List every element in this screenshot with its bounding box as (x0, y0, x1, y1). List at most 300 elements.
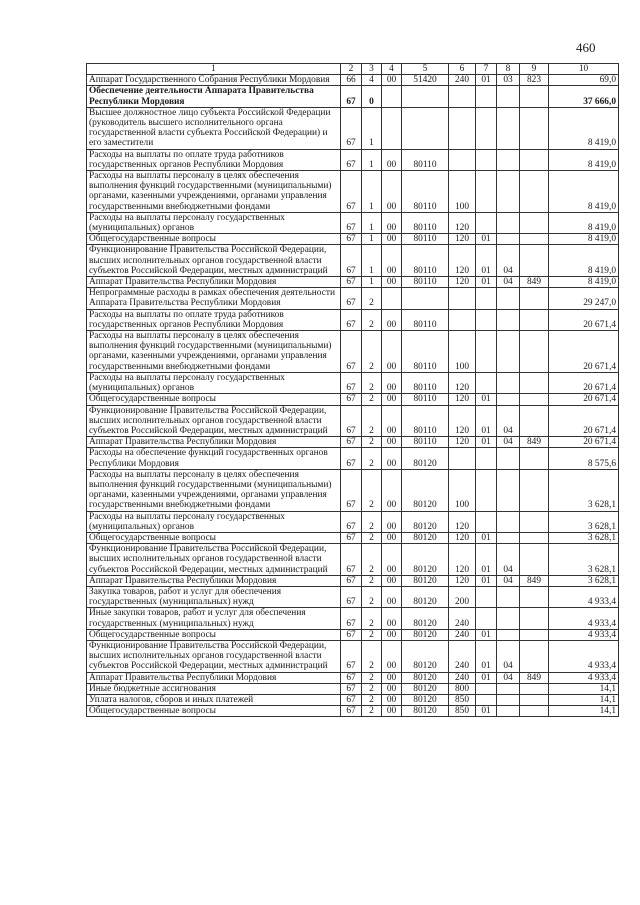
code-col-9 (520, 331, 549, 373)
code-col-5: 80110 (402, 437, 449, 448)
code-col-6: 240 (449, 640, 476, 672)
code-col-7: 01 (476, 437, 497, 448)
code-col-7 (476, 608, 497, 629)
code-col-2: 67 (341, 234, 362, 245)
code-col-4: 00 (382, 694, 402, 705)
row-name: Уплата налогов, сборов и иных платежей (87, 694, 341, 705)
code-col-7: 01 (476, 532, 497, 543)
code-col-2: 67 (341, 575, 362, 586)
code-col-9 (520, 448, 549, 469)
table-row (87, 86, 619, 107)
table-row (87, 586, 619, 607)
code-col-8 (497, 107, 520, 149)
code-col-3: 2 (362, 544, 382, 576)
code-col-9 (520, 544, 549, 576)
code-col-9 (520, 394, 549, 405)
code-col-8 (497, 331, 520, 373)
row-name: Расходы на выплаты персоналу государственных (муниципальных) органов (87, 511, 341, 532)
code-col-3: 2 (362, 532, 382, 543)
code-col-9 (520, 372, 549, 393)
row-name: Расходы на выплаты персоналу в целях обеспечения выполнения функций государственными (муниципальными) органами, казенными учреждениями, органами управления государственными внебюджетными фондами (87, 469, 341, 511)
code-col-8 (497, 394, 520, 405)
code-col-6 (449, 107, 476, 149)
row-name: Аппарат Правительства Республики Мордовия (87, 575, 341, 586)
table-row (87, 608, 619, 629)
code-col-5: 80110 (402, 212, 449, 233)
code-col-2: 67 (341, 245, 362, 277)
code-col-8 (497, 234, 520, 245)
row-name: Функционирование Правительства Российской Федерации, высших исполнительных органов государственной власти субъектов Российской Федерации, местных администраций (87, 405, 341, 437)
code-col-9 (520, 629, 549, 640)
table-row (87, 234, 619, 245)
header-cell: 9 (520, 64, 549, 75)
code-col-4: 00 (382, 532, 402, 543)
table-row (87, 75, 619, 86)
code-col-9 (520, 706, 549, 717)
table-row (87, 640, 619, 672)
code-col-8: 04 (497, 437, 520, 448)
code-col-6: 120 (449, 437, 476, 448)
code-col-4: 00 (382, 212, 402, 233)
table-row (87, 683, 619, 694)
code-col-8 (497, 706, 520, 717)
header-cell: 6 (449, 64, 476, 75)
code-col-6: 240 (449, 629, 476, 640)
code-col-7 (476, 309, 497, 330)
code-col-4: 00 (382, 437, 402, 448)
code-col-5 (402, 107, 449, 149)
row-amount: 69,0 (549, 75, 619, 86)
row-amount: 8 419,0 (549, 149, 619, 170)
code-col-6 (449, 149, 476, 170)
code-col-4: 00 (382, 640, 402, 672)
row-name: Функционирование Правительства Российской Федерации, высших исполнительных органов государственной власти субъектов Российской Федерации, местных администраций (87, 544, 341, 576)
code-col-2: 67 (341, 149, 362, 170)
code-col-6: 120 (449, 405, 476, 437)
row-name: Высшее должностное лицо субъекта Российской Федерации (руководитель высшего исполнительного органа государственной власти субъекта Российской Федерации) и его заместители (87, 107, 341, 149)
code-col-3: 2 (362, 448, 382, 469)
code-col-6: 200 (449, 586, 476, 607)
code-col-3: 2 (362, 511, 382, 532)
table-row (87, 532, 619, 543)
code-col-2: 67 (341, 107, 362, 149)
code-col-9: 823 (520, 75, 549, 86)
code-col-4: 00 (382, 394, 402, 405)
row-name: Функционирование Правительства Российской Федерации, высших исполнительных органов государственной власти субъектов Российской Федерации, местных администраций (87, 245, 341, 277)
row-amount: 4 933,4 (549, 672, 619, 683)
code-col-4: 00 (382, 448, 402, 469)
code-col-5: 80120 (402, 511, 449, 532)
code-col-3: 2 (362, 309, 382, 330)
code-col-5: 80110 (402, 309, 449, 330)
code-col-4: 00 (382, 277, 402, 288)
row-name: Общегосударственные вопросы (87, 234, 341, 245)
code-col-4: 00 (382, 372, 402, 393)
code-col-2: 67 (341, 437, 362, 448)
header-cell: 4 (382, 64, 402, 75)
code-col-9 (520, 469, 549, 511)
code-col-4: 00 (382, 683, 402, 694)
code-col-5 (402, 86, 449, 107)
code-col-5: 80120 (402, 469, 449, 511)
table-row (87, 405, 619, 437)
row-amount: 20 671,4 (549, 394, 619, 405)
code-col-6: 100 (449, 331, 476, 373)
row-name: Расходы на выплаты по оплате труда работников государственных органов Республики Мордовия (87, 309, 341, 330)
code-col-3: 2 (362, 608, 382, 629)
code-col-7 (476, 448, 497, 469)
code-col-6: 120 (449, 394, 476, 405)
code-col-2: 66 (341, 75, 362, 86)
row-amount: 8 419,0 (549, 107, 619, 149)
row-name: Расходы на выплаты персоналу в целях обеспечения выполнения функций государственными (муниципальными) органами, казенными учреждениями, органами управления государственными внебюджетными фондами (87, 171, 341, 213)
code-col-9: 849 (520, 672, 549, 683)
code-col-5: 80120 (402, 608, 449, 629)
header-cell: 8 (497, 64, 520, 75)
row-name: Закупка товаров, работ и услуг для обеспечения государственных (муниципальных) нужд (87, 586, 341, 607)
code-col-5: 80120 (402, 448, 449, 469)
code-col-5: 80110 (402, 372, 449, 393)
code-col-8: 04 (497, 672, 520, 683)
code-col-2: 67 (341, 405, 362, 437)
code-col-7: 01 (476, 544, 497, 576)
code-col-4: 00 (382, 469, 402, 511)
code-col-5: 80120 (402, 640, 449, 672)
code-col-2: 67 (341, 331, 362, 373)
code-col-4: 00 (382, 75, 402, 86)
table-row (87, 694, 619, 705)
code-col-4: 00 (382, 575, 402, 586)
header-cell: 10 (549, 64, 619, 75)
code-col-5: 80120 (402, 586, 449, 607)
code-col-9 (520, 586, 549, 607)
code-col-7: 01 (476, 706, 497, 717)
code-col-4: 00 (382, 608, 402, 629)
code-col-7: 01 (476, 245, 497, 277)
code-col-6: 120 (449, 245, 476, 277)
code-col-9: 849 (520, 437, 549, 448)
row-name: Иные закупки товаров, работ и услуг для обеспечения государственных (муниципальных) нужд (87, 608, 341, 629)
code-col-4: 00 (382, 171, 402, 213)
code-col-6: 120 (449, 575, 476, 586)
code-col-2: 67 (341, 532, 362, 543)
row-amount: 8 419,0 (549, 171, 619, 213)
code-col-2: 67 (341, 511, 362, 532)
table-row (87, 469, 619, 511)
table-row (87, 672, 619, 683)
table-row (87, 309, 619, 330)
code-col-6: 240 (449, 672, 476, 683)
row-amount: 8 575,6 (549, 448, 619, 469)
code-col-8 (497, 149, 520, 170)
code-col-5: 80120 (402, 683, 449, 694)
code-col-2: 67 (341, 608, 362, 629)
code-col-4: 00 (382, 629, 402, 640)
code-col-8: 04 (497, 245, 520, 277)
code-col-7 (476, 469, 497, 511)
row-amount: 8 419,0 (549, 245, 619, 277)
code-col-3: 2 (362, 394, 382, 405)
header-cell: 3 (362, 64, 382, 75)
code-col-2: 67 (341, 288, 362, 309)
code-col-2: 67 (341, 86, 362, 107)
row-name: Аппарат Правительства Республики Мордовия (87, 672, 341, 683)
code-col-6: 100 (449, 171, 476, 213)
code-col-3: 2 (362, 405, 382, 437)
code-col-8 (497, 86, 520, 107)
row-name: Обеспечение деятельности Аппарата Правительства Республики Мордовия (87, 86, 341, 107)
code-col-3: 2 (362, 640, 382, 672)
row-amount: 14,1 (549, 706, 619, 717)
code-col-9 (520, 640, 549, 672)
code-col-8 (497, 448, 520, 469)
code-col-8 (497, 171, 520, 213)
code-col-6: 800 (449, 683, 476, 694)
code-col-6: 120 (449, 212, 476, 233)
code-col-5: 80110 (402, 394, 449, 405)
code-col-8 (497, 469, 520, 511)
row-amount: 4 933,4 (549, 608, 619, 629)
code-col-5: 80120 (402, 706, 449, 717)
code-col-2: 67 (341, 683, 362, 694)
code-col-8 (497, 608, 520, 629)
code-col-7: 01 (476, 75, 497, 86)
row-amount: 3 628,1 (549, 575, 619, 586)
code-col-4: 00 (382, 405, 402, 437)
code-col-5: 51420 (402, 75, 449, 86)
code-col-5: 80110 (402, 171, 449, 213)
code-col-4: 00 (382, 672, 402, 683)
row-amount: 4 933,4 (549, 629, 619, 640)
code-col-6: 850 (449, 706, 476, 717)
code-col-6 (449, 309, 476, 330)
code-col-8 (497, 629, 520, 640)
code-col-2: 67 (341, 372, 362, 393)
code-col-5: 80110 (402, 277, 449, 288)
table-body (87, 75, 619, 717)
row-amount: 8 419,0 (549, 212, 619, 233)
code-col-7: 01 (476, 672, 497, 683)
code-col-6: 850 (449, 694, 476, 705)
code-col-4: 00 (382, 149, 402, 170)
code-col-9: 849 (520, 277, 549, 288)
code-col-7: 01 (476, 234, 497, 245)
row-name: Расходы на выплаты по оплате труда работников государственных органов Республики Мордовия (87, 149, 341, 170)
code-col-3: 1 (362, 234, 382, 245)
code-col-2: 67 (341, 694, 362, 705)
code-col-7: 01 (476, 640, 497, 672)
code-col-4: 00 (382, 586, 402, 607)
code-col-5: 80120 (402, 672, 449, 683)
row-amount: 20 671,4 (549, 437, 619, 448)
code-col-3: 2 (362, 706, 382, 717)
row-amount: 14,1 (549, 683, 619, 694)
code-col-4: 00 (382, 511, 402, 532)
code-col-7: 01 (476, 575, 497, 586)
code-col-3: 2 (362, 586, 382, 607)
code-col-4 (382, 288, 402, 309)
table-row (87, 149, 619, 170)
code-col-8: 04 (497, 544, 520, 576)
code-col-9 (520, 694, 549, 705)
row-name: Общегосударственные вопросы (87, 532, 341, 543)
code-col-4: 00 (382, 706, 402, 717)
table-row (87, 277, 619, 288)
code-col-9 (520, 309, 549, 330)
code-col-9 (520, 171, 549, 213)
code-col-9 (520, 608, 549, 629)
code-col-2: 67 (341, 171, 362, 213)
code-col-8 (497, 511, 520, 532)
code-col-8 (497, 288, 520, 309)
budget-table (86, 63, 619, 717)
row-amount: 8 419,0 (549, 277, 619, 288)
code-col-3: 1 (362, 171, 382, 213)
code-col-2: 67 (341, 309, 362, 330)
row-amount: 29 247,0 (549, 288, 619, 309)
code-col-4: 00 (382, 544, 402, 576)
table-row (87, 511, 619, 532)
table-row (87, 706, 619, 717)
row-name: Общегосударственные вопросы (87, 629, 341, 640)
row-amount: 20 671,4 (549, 372, 619, 393)
code-col-5: 80110 (402, 405, 449, 437)
table-row (87, 394, 619, 405)
table-row (87, 629, 619, 640)
table-row (87, 212, 619, 233)
code-col-8: 04 (497, 640, 520, 672)
code-col-3: 2 (362, 672, 382, 683)
code-col-9 (520, 532, 549, 543)
code-col-3: 2 (362, 372, 382, 393)
code-col-2: 67 (341, 706, 362, 717)
code-col-3: 1 (362, 107, 382, 149)
code-col-7 (476, 86, 497, 107)
code-col-4 (382, 107, 402, 149)
code-col-7 (476, 149, 497, 170)
table-row (87, 372, 619, 393)
row-name: Аппарат Правительства Республики Мордовия (87, 277, 341, 288)
table-row (87, 107, 619, 149)
code-col-8 (497, 586, 520, 607)
table-row (87, 331, 619, 373)
code-col-9 (520, 683, 549, 694)
code-col-5: 80120 (402, 629, 449, 640)
code-col-3: 0 (362, 86, 382, 107)
code-col-2: 67 (341, 586, 362, 607)
code-col-7 (476, 288, 497, 309)
code-col-9 (520, 149, 549, 170)
row-amount: 3 628,1 (549, 511, 619, 532)
code-col-6 (449, 448, 476, 469)
code-col-3: 2 (362, 629, 382, 640)
row-amount: 37 666,0 (549, 86, 619, 107)
code-col-3: 2 (362, 694, 382, 705)
code-col-7 (476, 212, 497, 233)
code-col-5: 80120 (402, 532, 449, 543)
code-col-5 (402, 288, 449, 309)
code-col-3: 2 (362, 437, 382, 448)
code-col-7 (476, 107, 497, 149)
table-row (87, 437, 619, 448)
code-col-7 (476, 586, 497, 607)
row-name: Иные бюджетные ассигнования (87, 683, 341, 694)
row-name: Аппарат Государственного Собрания Республики Мордовия (87, 75, 341, 86)
code-col-6 (449, 86, 476, 107)
code-col-9 (520, 245, 549, 277)
code-col-2: 67 (341, 544, 362, 576)
code-col-2: 67 (341, 469, 362, 511)
code-col-2: 67 (341, 212, 362, 233)
row-name: Аппарат Правительства Республики Мордовия (87, 437, 341, 448)
code-col-2: 67 (341, 640, 362, 672)
row-amount: 8 419,0 (549, 234, 619, 245)
code-col-9 (520, 511, 549, 532)
table-row (87, 448, 619, 469)
row-name: Расходы на выплаты персоналу государственных (муниципальных) органов (87, 212, 341, 233)
code-col-9 (520, 86, 549, 107)
code-col-7 (476, 171, 497, 213)
code-col-5: 80120 (402, 694, 449, 705)
code-col-6: 120 (449, 532, 476, 543)
code-col-3: 2 (362, 575, 382, 586)
code-col-7 (476, 372, 497, 393)
code-col-9 (520, 288, 549, 309)
code-col-7 (476, 511, 497, 532)
code-col-8: 04 (497, 277, 520, 288)
code-col-8 (497, 694, 520, 705)
code-col-8 (497, 532, 520, 543)
table-row (87, 171, 619, 213)
code-col-8 (497, 683, 520, 694)
code-col-6: 240 (449, 608, 476, 629)
row-name: Расходы на выплаты персоналу в целях обеспечения выполнения функций государственными (муниципальными) органами, казенными учреждениями, органами управления государственными внебюджетными фондами (87, 331, 341, 373)
code-col-6: 120 (449, 234, 476, 245)
row-amount: 4 933,4 (549, 640, 619, 672)
code-col-2: 67 (341, 277, 362, 288)
row-name: Расходы на обеспечение функций государственных органов Республики Мордовия (87, 448, 341, 469)
row-amount: 3 628,1 (549, 532, 619, 543)
code-col-7 (476, 694, 497, 705)
code-col-3: 2 (362, 288, 382, 309)
code-col-4: 00 (382, 309, 402, 330)
code-col-4: 00 (382, 331, 402, 373)
row-name: Непрограммные расходы в рамках обеспечения деятельности Аппарата Правительства Республики Мордовия (87, 288, 341, 309)
code-col-3: 1 (362, 277, 382, 288)
code-col-3: 1 (362, 212, 382, 233)
code-col-9 (520, 212, 549, 233)
row-amount: 3 628,1 (549, 469, 619, 511)
row-name: Расходы на выплаты персоналу государственных (муниципальных) органов (87, 372, 341, 393)
code-col-4: 00 (382, 245, 402, 277)
header-cell: 2 (341, 64, 362, 75)
code-col-2: 67 (341, 672, 362, 683)
row-name: Общегосударственные вопросы (87, 706, 341, 717)
code-col-7: 01 (476, 629, 497, 640)
code-col-6 (449, 288, 476, 309)
table-row (87, 245, 619, 277)
table-row (87, 288, 619, 309)
code-col-8 (497, 212, 520, 233)
row-name: Функционирование Правительства Российской Федерации, высших исполнительных органов государственной власти субъектов Российской Федерации, местных администраций (87, 640, 341, 672)
code-col-9 (520, 107, 549, 149)
code-col-7 (476, 683, 497, 694)
code-col-5: 80110 (402, 245, 449, 277)
header-cell: 5 (402, 64, 449, 75)
code-col-3: 2 (362, 469, 382, 511)
code-col-9 (520, 234, 549, 245)
code-col-8 (497, 372, 520, 393)
